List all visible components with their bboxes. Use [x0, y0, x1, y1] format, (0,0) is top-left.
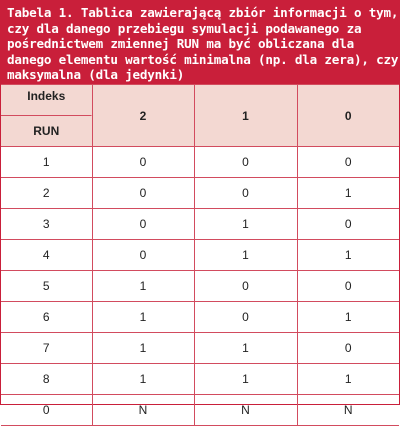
run-cell: 8	[1, 364, 92, 395]
table-row	[1, 395, 399, 426]
header-label-indeks: Indeks	[27, 89, 66, 103]
value-cell: 1	[297, 302, 399, 333]
run-cell: 6	[1, 302, 92, 333]
table-body	[1, 147, 399, 426]
header-col: 2	[92, 85, 194, 147]
run-cell: 7	[1, 333, 92, 364]
table-row	[1, 333, 399, 364]
run-cell: 5	[1, 271, 92, 302]
value-cell: 1	[194, 333, 297, 364]
table-row	[1, 147, 399, 178]
header-col: 1	[194, 85, 297, 147]
value-cell: 1	[194, 364, 297, 395]
value-cell: N	[92, 395, 194, 426]
table-row	[1, 271, 399, 302]
value-cell: 0	[297, 333, 399, 364]
run-cell: 4	[1, 240, 92, 271]
table-row	[1, 178, 399, 209]
value-cell: 0	[297, 147, 399, 178]
table-caption	[1, 1, 399, 84]
value-cell: N	[194, 395, 297, 426]
value-cell: 0	[297, 271, 399, 302]
run-cell: 3	[1, 209, 92, 240]
value-cell: 0	[92, 178, 194, 209]
table-row	[1, 240, 399, 271]
run-cell: 2	[1, 178, 92, 209]
value-cell: 1	[297, 178, 399, 209]
value-cell: 1	[297, 364, 399, 395]
caption-line: danego elementu wartość minimalna (np. dla zera), czy	[7, 51, 399, 67]
value-cell: 0	[92, 240, 194, 271]
table-header	[1, 85, 399, 147]
table-row	[1, 364, 399, 395]
value-cell: 0	[194, 271, 297, 302]
run-cell: 0	[1, 395, 92, 426]
value-cell: 1	[194, 240, 297, 271]
value-cell: N	[297, 395, 399, 426]
run-cell: 1	[1, 147, 92, 178]
caption-line: Tabela 1. Tablica zawierającą zbiór informacji o tym,	[7, 5, 399, 20]
caption-line: maksymalna (dla jedynki)	[7, 67, 185, 83]
value-cell: 0	[194, 147, 297, 178]
header-col: 0	[297, 85, 399, 147]
value-cell: 1	[194, 209, 297, 240]
caption-line: czy dla danego przebiegu symulacji podawanego za	[7, 20, 362, 36]
header-corner-cell	[1, 85, 92, 147]
value-cell: 0	[92, 209, 194, 240]
value-cell: 0	[92, 147, 194, 178]
value-cell: 1	[92, 364, 194, 395]
header-label-run: RUN	[33, 124, 60, 138]
value-cell: 0	[297, 209, 399, 240]
value-cell: 0	[194, 178, 297, 209]
run-index-table	[1, 84, 399, 426]
caption-line: pośrednictwem zmiennej RUN ma być obliczana dla	[7, 36, 354, 52]
value-cell: 1	[92, 302, 194, 333]
value-cell: 1	[92, 333, 194, 364]
value-cell: 1	[297, 240, 399, 271]
table-row	[1, 209, 399, 240]
value-cell: 1	[92, 271, 194, 302]
table-row	[1, 302, 399, 333]
value-cell: 0	[194, 302, 297, 333]
